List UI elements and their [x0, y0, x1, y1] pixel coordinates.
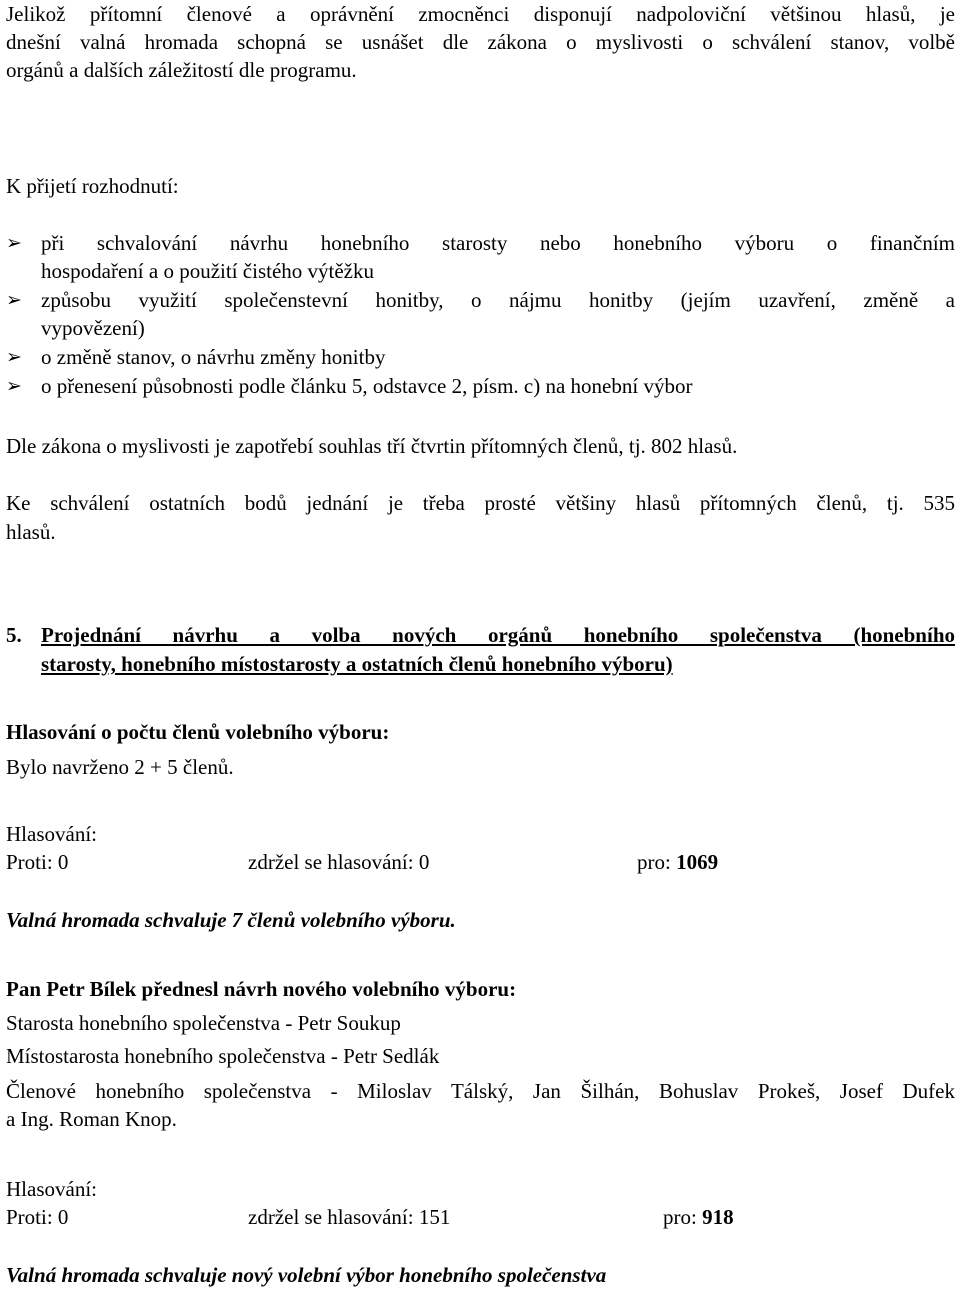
acceptance-heading: K přijetí rozhodnutí: — [6, 174, 179, 198]
intro-line-1: Jelikož přítomní členové a oprávnění zmocněnci disponují nadpoloviční většinou hlasů, je — [6, 2, 955, 26]
vote2-for-label: pro: — [663, 1205, 697, 1229]
committee-vice-chair: Místostarosta honebního společenstva - Petr Sedlák — [6, 1044, 440, 1068]
bullet-2-line-2: vypovězení) — [41, 316, 145, 340]
arrow-bullet-icon: ➢ — [6, 346, 22, 368]
committee-members-line-2: a Ing. Roman Knop. — [6, 1107, 177, 1131]
vote1-for-value: 1069 — [676, 850, 719, 874]
committee-heading: Pan Petr Bílek přednesl návrh nového volebního výboru: — [6, 977, 517, 1001]
vote1-for — [637, 848, 718, 876]
rule-simple-majority-line-2: hlasů. — [6, 520, 56, 544]
vote1-proposal: Bylo navrženo 2 + 5 členů. — [6, 755, 234, 779]
vote1-for-label: pro: — [637, 850, 671, 874]
rule-simple-majority-line-1: Ke schválení ostatních bodů jednání je třeba prosté většiny hlasů přítomných členů, tj. 535 — [6, 491, 955, 515]
committee-members-line-1: Členové honebního společenstva - Miloslav Tálský, Jan Šilhán, Bohuslav Prokeš, Josef Dufek — [6, 1079, 955, 1103]
section-number: 5. — [6, 623, 22, 647]
vote2-label: Hlasování: — [6, 1177, 97, 1201]
intro-line-2: dnešní valná hromada schopná se usnášet dle zákona o myslivosti o schválení stanov, volbě — [6, 30, 955, 54]
bullet-1-line-2: hospodaření a o použití čistého výtěžku — [41, 259, 374, 283]
vote2-for-value: 918 — [702, 1205, 734, 1229]
bullet-1-line-1: při schvalování návrhu honebního starosty nebo honebního výboru o finančním — [41, 231, 955, 255]
bullet-2-line-1: způsobu využití společenstevní honitby, o nájmu honitby (jejím uzavření, změně a — [41, 288, 955, 312]
section-title-line-1: Projednání návrhu a volba nových orgánů honebního společenstva (honebního — [41, 623, 955, 647]
vote1-abstain: zdržel se hlasování: 0 — [248, 850, 430, 874]
vote2-for — [663, 1203, 734, 1231]
vote2-result: Valná hromada schvaluje nový volební výbor honebního společenstva — [6, 1263, 607, 1287]
rule-three-quarters: Dle zákona o myslivosti je zapotřebí souhlas tří čtvrtin přítomných členů, tj. 802 hlasů. — [6, 434, 738, 458]
committee-chair: Starosta honebního společenstva - Petr Soukup — [6, 1011, 401, 1035]
vote2-abstain: zdržel se hlasování: 151 — [248, 1205, 451, 1229]
vote1-heading: Hlasování o počtu členů volebního výboru: — [6, 720, 390, 744]
vote2-against: Proti: 0 — [6, 1205, 69, 1229]
arrow-bullet-icon: ➢ — [6, 289, 22, 311]
vote1-tally-row — [6, 848, 955, 876]
vote1-result: Valná hromada schvaluje 7 členů volebního výboru. — [6, 908, 456, 932]
vote1-against: Proti: 0 — [6, 850, 69, 874]
arrow-bullet-icon: ➢ — [6, 375, 22, 397]
arrow-bullet-icon: ➢ — [6, 232, 22, 254]
bullet-4-line-1: o přenesení působnosti podle článku 5, odstavce 2, písm. c) na honební výbor — [41, 374, 693, 398]
vote1-label: Hlasování: — [6, 822, 97, 846]
section-title-line-2: starosty, honebního místostarosty a ostatních členů honebního výboru) — [41, 652, 673, 676]
intro-line-3: orgánů a dalších záležitostí dle programu. — [6, 58, 357, 82]
bullet-3-line-1: o změně stanov, o návrhu změny honitby — [41, 345, 386, 369]
vote2-tally-row — [6, 1203, 955, 1231]
